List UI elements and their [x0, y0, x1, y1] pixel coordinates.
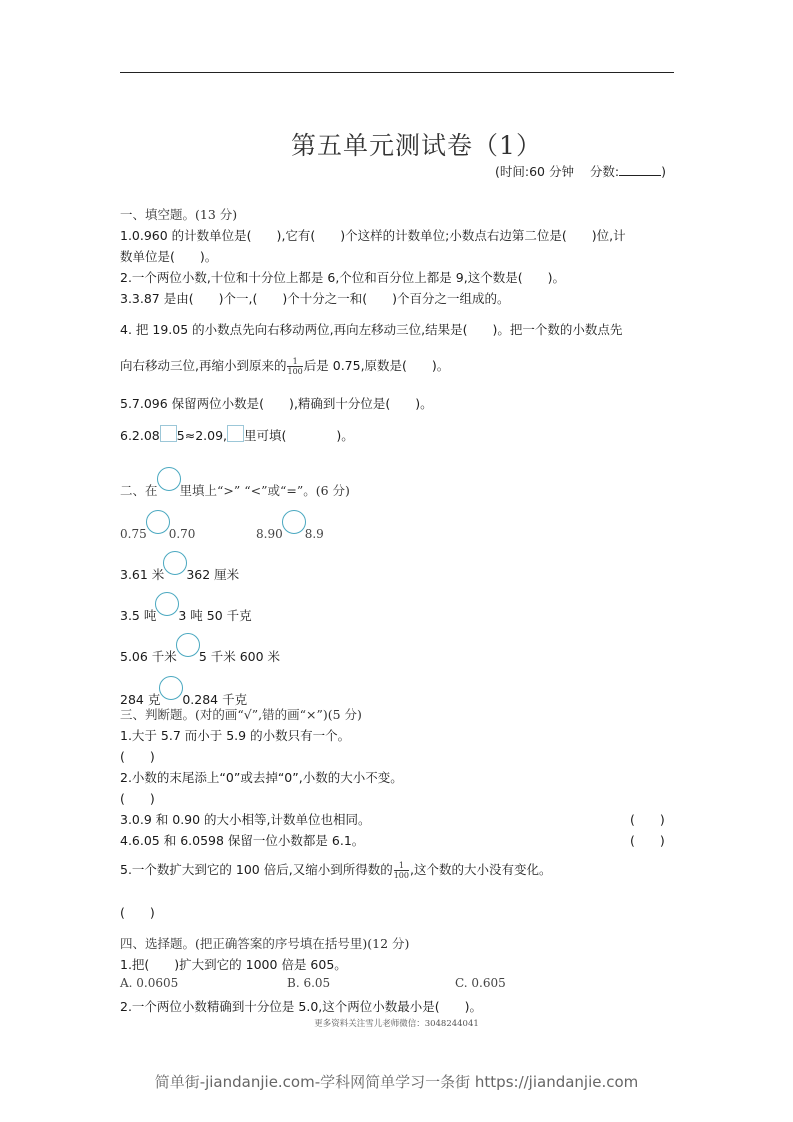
s1-q1-line1: 1.0.960 的计数单位是( ),它有( )个这样的计数单位;小数点右边第二位是( )位,计	[120, 228, 626, 243]
compare-left: 8.90	[256, 527, 283, 541]
compare-left: 3.5 吨	[120, 608, 157, 623]
compare-item	[120, 551, 239, 583]
frac-numerator: 1	[287, 357, 302, 367]
s3-q2: 2.小数的末尾添上“0”或去掉“0”,小数的大小不变。	[120, 770, 403, 785]
time-label: (时间:60 分钟	[495, 164, 574, 179]
compare-right: 3 吨 50 千克	[178, 608, 252, 623]
answer-square-box[interactable]	[160, 425, 177, 442]
frac-denominator: 100	[287, 367, 303, 376]
s1-q6-mid: 5≈2.09,	[176, 428, 227, 443]
frac-numerator: 1	[394, 861, 409, 871]
s3-q5-post: ,这个数的大小没有变化。	[410, 862, 552, 877]
compare-item	[120, 510, 195, 541]
s3-q4-answer-paren[interactable]: ( )	[630, 833, 665, 848]
s4-q1-option-b[interactable]: B. 6.05	[287, 976, 331, 990]
section4-heading: 四、选择题。(把正确答案的序号填在括号里)(12 分)	[120, 936, 410, 951]
answer-square-box[interactable]	[227, 425, 244, 442]
s3-q3-answer-paren[interactable]: ( )	[630, 812, 665, 827]
s3-q1: 1.大于 5.7 而小于 5.9 的小数只有一个。	[120, 728, 351, 743]
s1-q5: 5.7.096 保留两位小数是( ),精确到十分位是( )。	[120, 396, 433, 411]
answer-circle[interactable]	[282, 510, 306, 534]
compare-left: 5.06 千米	[120, 649, 177, 664]
compare-right: 362 厘米	[186, 567, 240, 582]
s1-q6-post: 里可填( )。	[244, 428, 354, 443]
compare-item	[120, 633, 280, 665]
s4-q1-option-a[interactable]: A. 0.0605	[120, 976, 179, 990]
s1-q4-line1: 4. 把 19.05 的小数点先向右移动两位,再向左移动三位,结果是( )。把一个数的小数点先	[120, 322, 623, 337]
compare-left: 0.75	[120, 527, 147, 541]
s2-heading-post: 里填上“>” “<”或“=”。(6 分)	[179, 483, 350, 498]
score-label: 分数:	[589, 164, 620, 179]
s1-q4-post: 后是 0.75,原数是( )。	[303, 358, 450, 373]
compare-left: 284 克	[120, 692, 161, 707]
fraction-one-hundredth	[394, 861, 409, 880]
s3-q5-answer-paren[interactable]: ( )	[120, 905, 155, 920]
compare-right: 0.284 千克	[182, 692, 248, 707]
compare-item	[120, 592, 252, 624]
s3-q5	[120, 860, 551, 880]
s1-q2: 2.一个两位小数,十位和十分位上都是 6,个位和百分位上都是 9,这个数是( )。	[120, 270, 565, 285]
s3-q5-pre: 5.一个数扩大到它的 100 倍后,又缩小到所得数的	[120, 862, 393, 877]
s1-q3: 3.3.87 是由( )个一,( )个十分之一和( )个百分之一组成的。	[120, 291, 510, 306]
score-blank	[619, 163, 661, 176]
section2-heading	[120, 467, 350, 499]
section1-heading: 一、填空题。(13 分)	[120, 207, 238, 222]
fraction-one-hundredth	[287, 357, 302, 376]
s4-q2: 2.一个两位小数精确到十分位是 5.0,这个两位小数最小是( )。	[120, 999, 483, 1014]
s3-q3: 3.0.9 和 0.90 的大小相等,计数单位也相同。	[120, 812, 371, 827]
section3-heading: 三、判断题。(对的画“√”,错的画“×”)(5 分)	[120, 707, 362, 722]
s1-q4-line2	[120, 356, 449, 376]
answer-circle[interactable]	[163, 551, 187, 575]
score-close: )	[661, 164, 666, 179]
s1-q4-pre: 向右移动三位,再缩小到原来的	[120, 358, 287, 373]
site-watermark: 简单街-jiandanjie.com-学科网简单学习一条街 https://jiandanjie.com	[154, 1073, 639, 1091]
frac-denominator: 100	[393, 871, 409, 880]
s3-q2-answer-paren[interactable]: ( )	[120, 791, 155, 806]
s2-heading-pre: 二、在	[120, 483, 158, 498]
circle-icon	[157, 467, 181, 491]
compare-item	[120, 676, 247, 708]
s3-q4: 4.6.05 和 6.0598 保留一位小数都是 6.1。	[120, 833, 365, 848]
s1-q1-line2: 数单位是( )。	[120, 249, 218, 264]
s4-q1: 1.把( )扩大到它的 1000 倍是 605。	[120, 957, 347, 972]
answer-circle[interactable]	[155, 592, 179, 616]
s1-q6	[120, 425, 354, 444]
compare-right: 5 千米 600 米	[198, 649, 281, 664]
s3-q1-answer-paren[interactable]: ( )	[120, 749, 155, 764]
s4-q1-option-c[interactable]: C. 0.605	[455, 976, 506, 990]
footer-note: 更多资料关注雪儿老师微信：3048244041	[314, 1019, 479, 1029]
compare-right: 0.70	[168, 527, 196, 541]
header-rule	[120, 72, 674, 73]
compare-right: 8.9	[304, 527, 324, 541]
s1-q6-pre: 6.2.08	[120, 428, 160, 443]
compare-left: 3.61 米	[120, 567, 165, 582]
compare-item	[256, 510, 324, 541]
answer-circle[interactable]	[159, 676, 183, 700]
answer-circle[interactable]	[176, 633, 200, 657]
exam-meta	[495, 162, 666, 180]
answer-circle[interactable]	[146, 510, 170, 534]
page-title: 第五单元测试卷（1）	[291, 131, 542, 160]
